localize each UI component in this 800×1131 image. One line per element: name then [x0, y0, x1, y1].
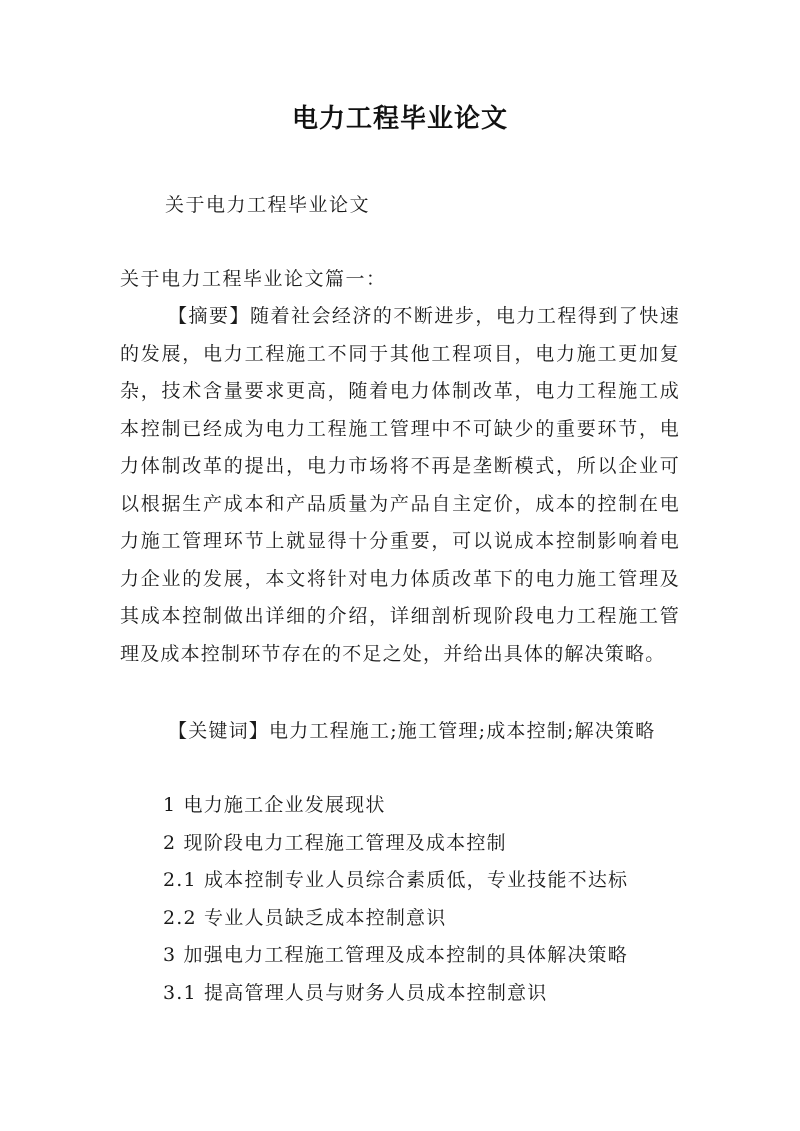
- outline-item: 3.1 提高管理人员与财务人员成本控制意识: [163, 981, 548, 1004]
- document-subtitle: 关于电力工程毕业论文: [165, 194, 371, 216]
- outline-item: 2 现阶段电力工程施工管理及成本控制: [163, 831, 507, 854]
- outline-item: 1 电力施工企业发展现状: [163, 794, 386, 816]
- keywords-paragraph: 【关键词】电力工程施工;施工管理;成本控制;解决策略: [168, 720, 656, 742]
- outline-item: 2.2 专业人员缺乏成本控制意识: [163, 906, 447, 929]
- outline-item: 3 加强电力工程施工管理及成本控制的具体解决策略: [163, 944, 628, 966]
- outline-item: 2.1 成本控制专业人员综合素质低，专业技能不达标: [163, 869, 629, 891]
- abstract-paragraph: 【摘要】随着社会经济的不断进步，电力工程得到了快速的发展，电力工程施工不同于其他工程项目，电力施工更加复杂，技术含量要求更高，随着电力体制改革，电力工程施工成本控制已经成为电力工程施工管理中不可缺少的重要环节，电力体制改革的提出，电力市场将不再是垄断模式，所以企业可以根据生产成本和产品质量为产品自主定价，成本的控制在电力施工管理环节上就显得十分重要，可以说成本控制影响着电力企业的发展，本文将针对电力体质改革下的电力施工管理及其成本控制做出详细的介绍，详细剖析现阶段电力工程施工管理及成本控制环节存在的不足之处，并给出具体的解决策略。: [120, 305, 680, 665]
- page-title: 电力工程毕业论文: [291, 104, 508, 134]
- outline-list: [163, 787, 628, 1012]
- section-heading: 关于电力工程毕业论文篇一：: [120, 268, 387, 290]
